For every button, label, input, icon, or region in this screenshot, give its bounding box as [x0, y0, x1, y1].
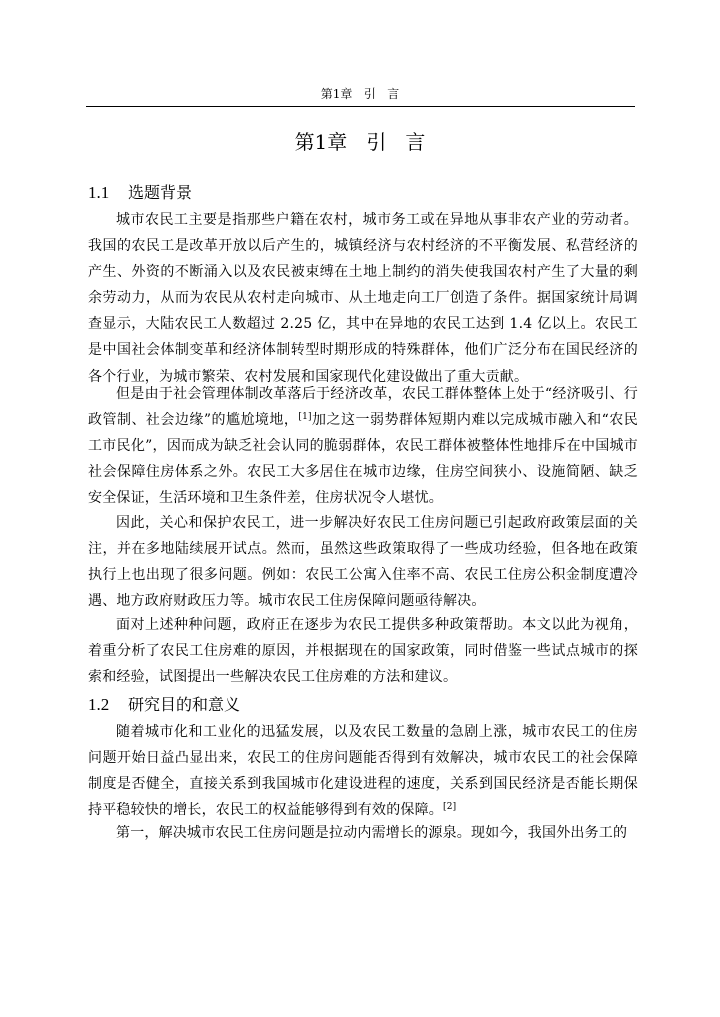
chapter-title: 第1章 引 言	[294, 130, 426, 154]
section-number: 1.2	[88, 695, 110, 714]
citation-ref[interactable]: [2]	[443, 802, 457, 813]
paragraph: 因此，关心和保护农民工，进一步解决好农民工住房问题已引起政府政策层面的关注，并在多地陆续展开试点。然而，虽然这些政策取得了一些成功经验，但各地在政策执行上也出现了很多问题。例如：农民工公寓入住率不高、农民工住房公积金制度遭冷遇、地方政府财政压力等。城市农民工住房保障问题亟待解决。	[88, 515, 638, 610]
paragraph: 第一，解决城市农民工住房问题是拉动内需增长的源泉。现如今，我国外出务工的	[116, 825, 628, 841]
paragraph	[88, 719, 638, 823]
citation-ref[interactable]: [1]	[298, 412, 312, 423]
section-heading-1-2	[88, 693, 240, 717]
section-heading-1-1	[88, 181, 192, 205]
header-rule	[86, 106, 635, 107]
paragraph: 面对上述种种问题，政府正在逐步为农民工提供多种政策帮助。本文以此为视角，着重分析了农民工住房难的原因，并根据现在的国家政策，同时借鉴一些试点城市的探索和经验，试图提出一些解决农民工住房难的方法和建议。	[88, 617, 638, 686]
section-number: 1.1	[88, 183, 110, 202]
running-header: 第1章 引 言	[320, 87, 400, 101]
paragraph-text: 但是由于社会管理体制改革落后于经济改革，农民工群体整体上处于“经济吸引、行政管制、社会边缘”的尴尬境地，	[88, 386, 638, 429]
paragraph: 城市农民工主要是指那些户籍在农村，城市务工或在异地从事非农产业的劳动者。我国的农民工是改革开放以后产生的，城镇经济与农村经济的不平衡发展、私营经济的产生、外资的不断涌入以及农民被束缚在土地上制约的消失使我国农村产生了大量的剩余劳动力，从而为农民从农村走向城市、从土地走向工厂创造了条件。据国家统计局调查显示，大陆农民工人数超过 2.25 亿，其中在异地的农民工达到 1.4 亿以上。农民工是中国社会体制变革和经济体制转型时期形成的特殊群体，他们广泛分布在国民经济的各个行业，为城市繁荣、农村发展和国家现代化建设做出了重大贡献。	[88, 212, 638, 385]
paragraph	[88, 381, 638, 511]
section-title: 选题背景	[128, 183, 193, 202]
paragraph-text: 加之这一弱势群体短期内难以完成城市融入和“农民工市民化”，因而成为缺乏社会认同的脆弱群体，农民工群体被整体性地排斥在中国城市社会保障住房体系之外。农民工大多居住在城市边缘，住房空间狭小、设施简陋、缺乏安全保证，生活环境和卫生条件差，住房状况令人堪忧。	[88, 412, 638, 507]
paragraph-text: 随着城市化和工业化的迅猛发展，以及农民工数量的急剧上涨，城市农民工的住房问题开始日益凸显出来，农民工的住房问题能否得到有效解决，城市农民工的社会保障制度是否健全，直接关系到我国城市化建设进程的速度，关系到国民经济是否能长期保持平稳较快的增长，农民工的权益能够得到有效的保障。	[88, 724, 638, 819]
section-title: 研究目的和意义	[128, 695, 241, 714]
